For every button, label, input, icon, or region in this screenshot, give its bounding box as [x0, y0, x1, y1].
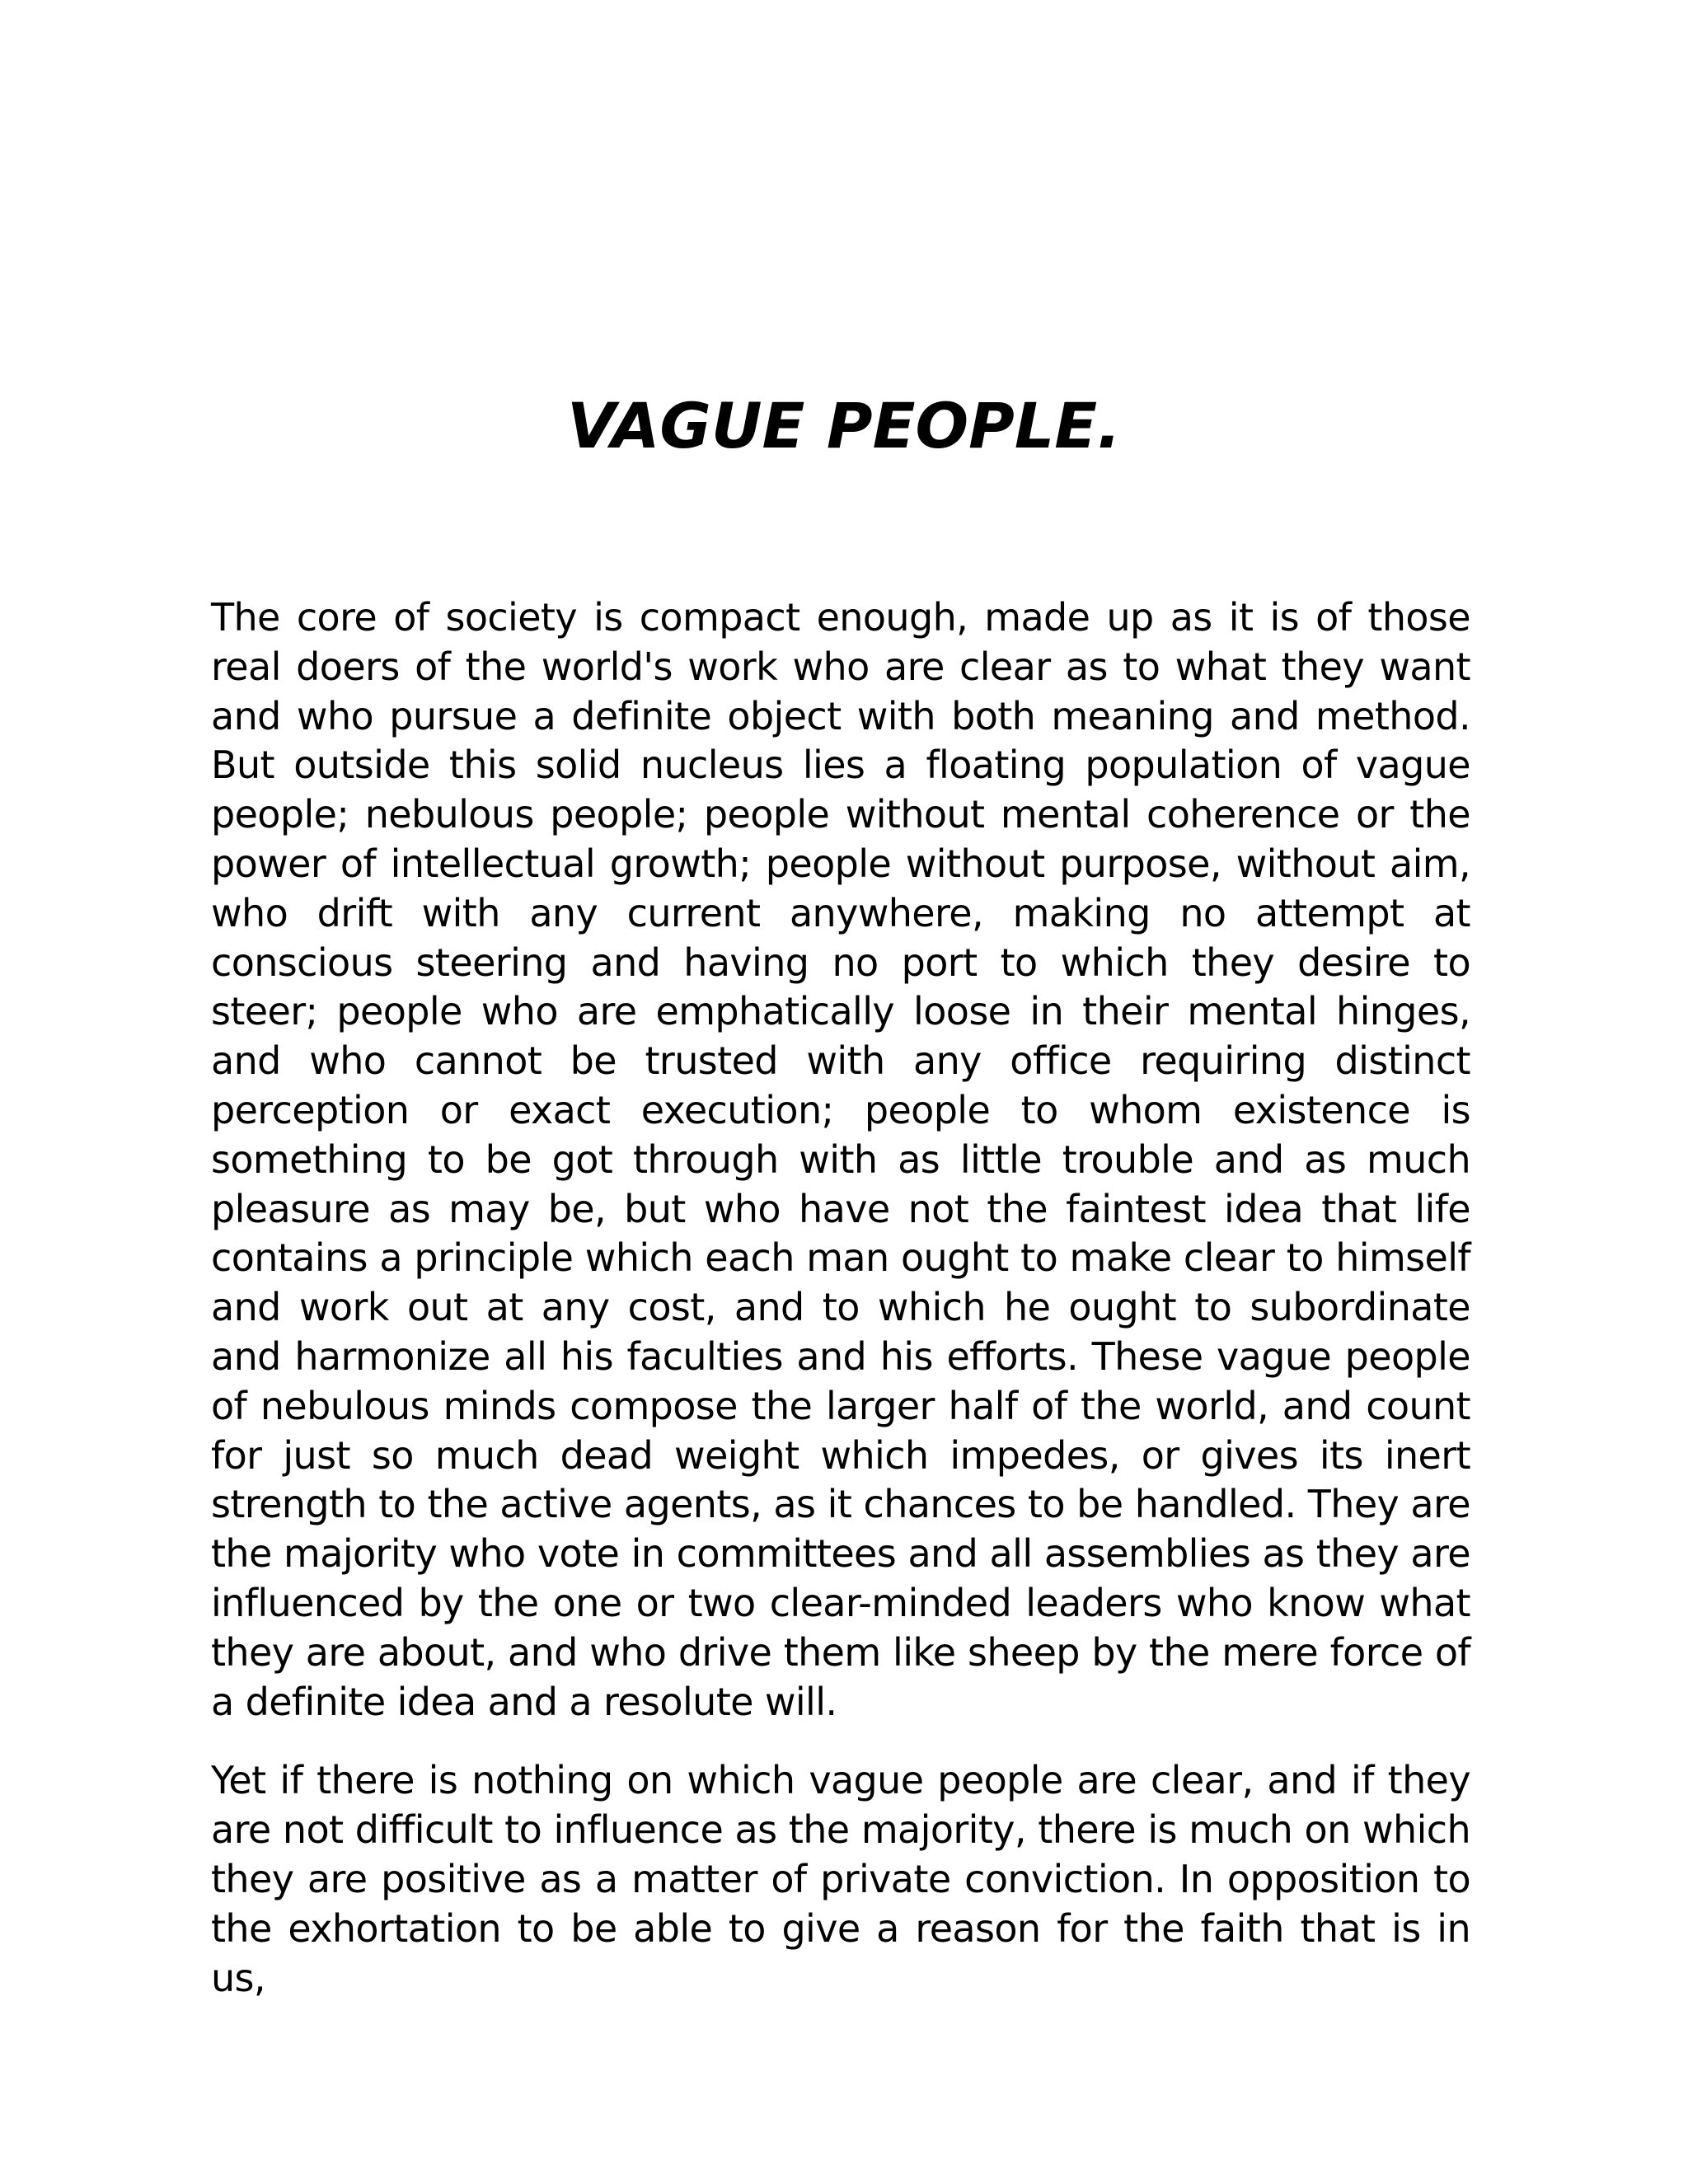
body-text — [211, 593, 1470, 2032]
paragraph: The core of society is compact enough, made up as it is of those real doers of the world's work who are clear as to what they want and who pursue a definite object with both meaning and method. But outside this solid nucleus lies a floating population of vague people; nebulous people; people without mental coherence or the power of intellectual growth; people without purpose, without aim, who drift with any current anywhere, making no attempt at conscious steering and having no port to which they desire to steer; people who are emphatically loose in their mental hinges, and who cannot be trusted with any office requiring distinct perception or exact execution; people to whom existence is something to be got through with as little trouble and as much pleasure as may be, but who have not the faintest idea that life contains a principle which each man ought to make clear to himself and work out at any cost, and to which he ought to subordinate and harmonize all his faculties and his efforts. These vague people of nebulous minds compose the larger half of the world, and count for just so much dead weight which impedes, or gives its inert strength to the active agents, as it chances to be handled. They are the majority who vote in committees and all assemblies as they are influenced by the one or two clear-minded leaders who know what they are about, and who drive them like sheep by the mere force of a definite idea and a resolute will. — [211, 595, 1470, 1724]
paragraph: Yet if there is nothing on which vague people are clear, and if they are not difficult to influence as the majority, there is much on which they are positive as a matter of private conviction. In opposition to the exhortation to be able to give a reason for the faith that is in us, — [211, 1758, 1470, 2000]
page-title: VAGUE PEOPLE. — [566, 388, 1122, 462]
